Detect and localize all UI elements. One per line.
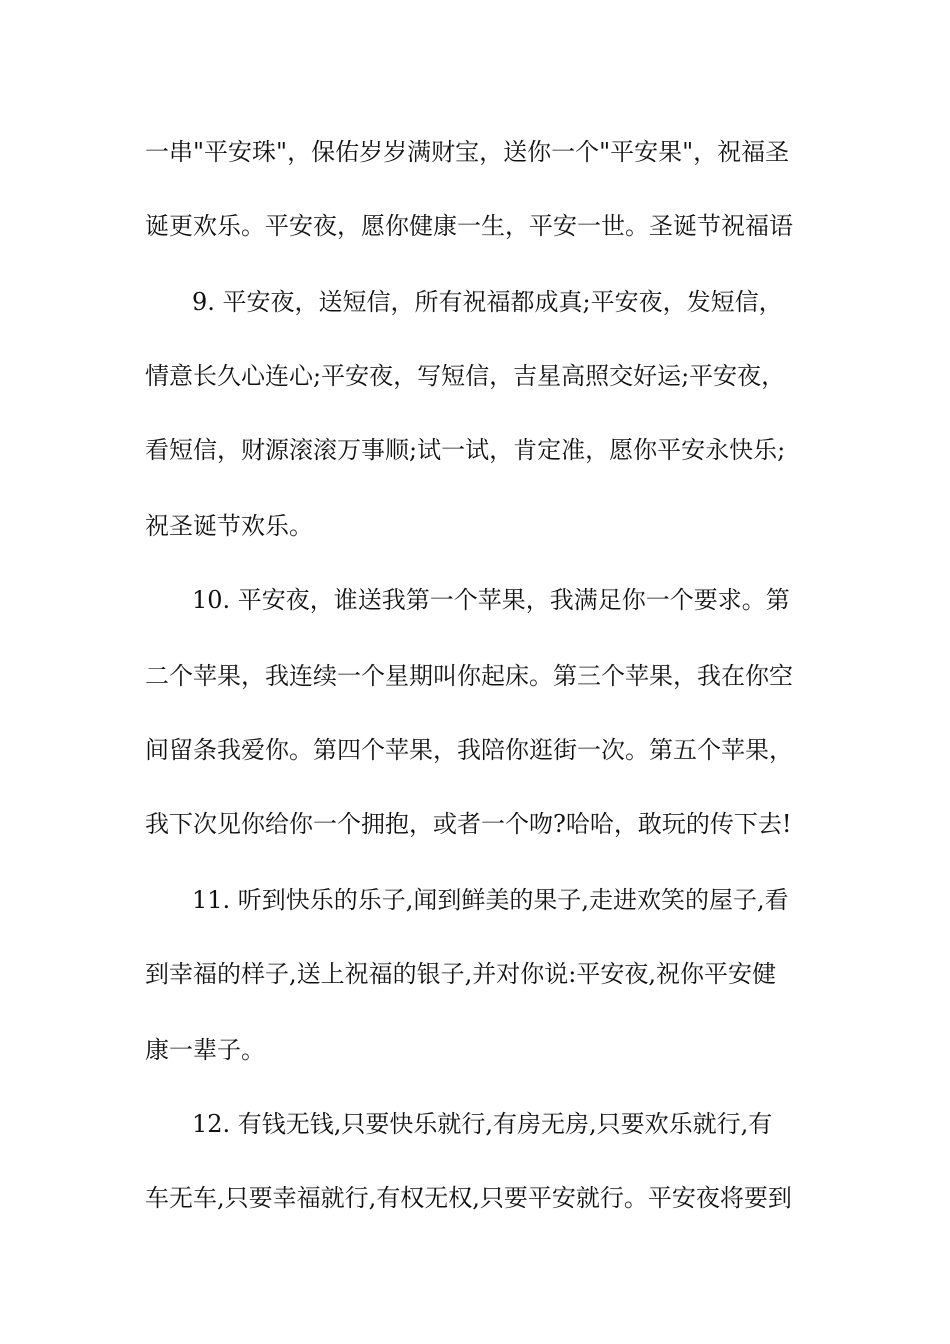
- text-line: 12. 有钱无钱,只要快乐就行,有房无房,只要欢乐就行,有: [192, 1110, 773, 1138]
- text-line: 诞更欢乐。平安夜，愿你健康一生，平安一世。圣诞节祝福语: [145, 212, 793, 240]
- text-line: 我下次见你给你一个拥抱，或者一个吻?哈哈，敢玩的传下去!: [145, 810, 792, 838]
- text-line: 康一辈子。: [145, 1036, 265, 1064]
- text-line: 祝圣诞节欢乐。: [145, 512, 313, 540]
- text-line: 10. 平安夜，谁送我第一个苹果，我满足你一个要求。第: [192, 586, 790, 614]
- text-line: 9. 平安夜，送短信，所有祝福都成真;平安夜，发短信，: [192, 288, 783, 316]
- text-line: 看短信，财源滚滚万事顺;试一试，肯定准，愿你平安永快乐;: [145, 436, 786, 464]
- text-line: 二个苹果，我连续一个星期叫你起床。第三个苹果，我在你空: [145, 662, 793, 690]
- text-line: 一串"平安珠"，保佑岁岁满财宝，送你一个"平安果"，祝福圣: [145, 138, 790, 166]
- text-line: 情意长久心连心;平安夜，写短信，吉星高照交好运;平安夜，: [145, 362, 786, 390]
- text-line: 车无车,只要幸福就行,有权无权,只要平安就行。平安夜将要到: [145, 1184, 792, 1212]
- text-line: 11. 听到快乐的乐子,闻到鲜美的果子,走进欢笑的屋子,看: [192, 886, 789, 914]
- text-line: 到幸福的样子,送上祝福的银子,并对你说:平安夜,祝你平安健: [145, 960, 776, 988]
- text-line: 间留条我爱你。第四个苹果，我陪你逛街一次。第五个苹果，: [145, 736, 793, 764]
